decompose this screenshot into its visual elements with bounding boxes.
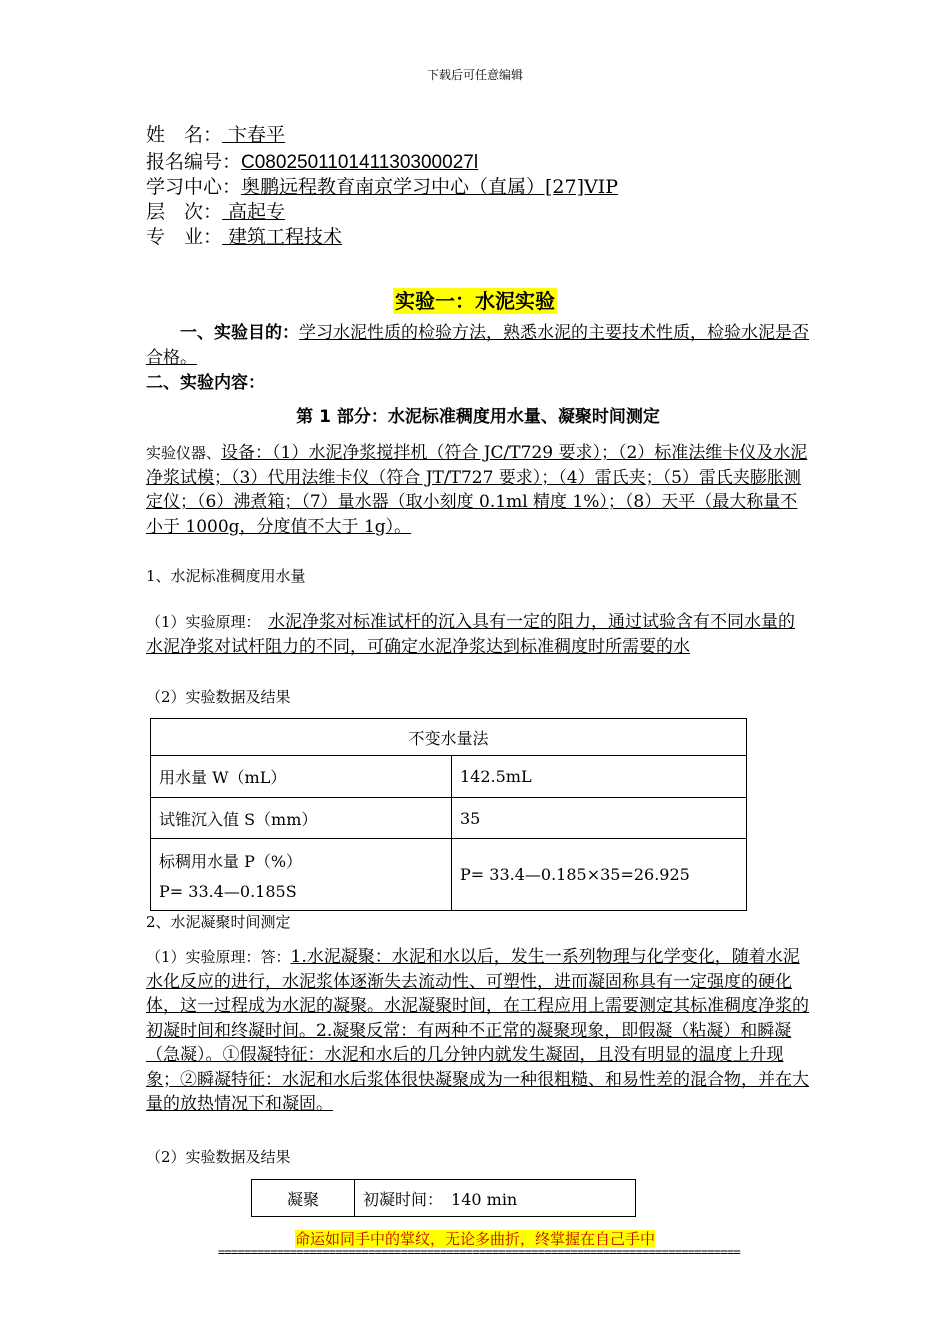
instruments-label: 实验仪器、 [146,444,222,462]
cone-row-value: 35 [452,798,747,839]
setting-label: 凝聚 [252,1180,355,1217]
setting-initial-cell [355,1180,636,1217]
section1-heading: 1、水泥标准稠度用水量 [146,567,306,585]
regno-value: C080250110141130300027l [241,152,479,173]
initial-time-label: 初凝时间： [363,1189,452,1209]
name-label: 姓 名： [146,124,223,146]
major-label: 专 业： [146,226,223,248]
consistency-row-value: P= 33.4—0.185×35=26.925 [452,839,747,911]
water-table-header: 不变水量法 [151,719,747,756]
section1-principle-label: （1）实验原理： [146,613,269,631]
name-value: 卞春平 [222,124,286,146]
major-value: 建筑工程技术 [222,226,343,248]
consistency-label-line2: P= 33.4—0.185S [159,881,297,901]
section1-data-label: （2）实验数据及结果 [146,688,291,706]
part1-heading: 第 1 部分：水泥标准稠度用水量、凝聚时间测定 [296,407,660,427]
center-value: 奥鹏远程教育南京学习中心（直属）[27]VIP [241,176,619,198]
section1-principle [146,610,810,659]
section2-data-label: （2）实验数据及结果 [146,1148,291,1166]
setting-table [251,1179,636,1217]
instruments-text: 设备：（1）水泥净浆搅拌机（符合 JC/T729 要求）；（2）标准法维卡仪及水泥净浆试模；（3）代用法维卡仪（符合 JT/T727 要求）；（4）雷氏夹；（5）雷氏夹膨胀测定仪；（6）沸煮箱；（7）量水器（取小刻度 0.1ml 精度 1%）；（8）天平（最大称量不小于 1000g，分度值不大于 1g）。 [146,443,808,537]
initial-time-value: 140 min [451,1189,518,1209]
instruments-paragraph [146,441,810,539]
info-level [146,200,285,224]
footer-quote-text: 命运如同手中的掌纹，无论多曲折，终掌握在自己手中 [294,1230,655,1248]
header-note: 下载后可任意编辑 [426,68,523,82]
level-label: 层 次： [146,201,223,223]
water-table [150,718,747,911]
consistency-label-line1: 标稠用水量 P（%） [159,851,303,871]
section2-principle-text: 1.水泥凝聚：水泥和水以后，发生一系列物理与化学变化，随着水泥水化反应的进行，水泥浆体逐渐失去流动性、可塑性，进而凝固称具有一定强度的硬化体，这一过程成为水泥的凝聚。水泥凝聚时间，在工程应用上需要测定其标准稠度净浆的初凝时间和终凝时间。2.凝聚反常：有两种不正常的凝聚现象，即假凝（粘凝）和瞬凝（急凝）。①假凝特征：水泥和水后的几分钟内就发生凝固，且没有明显的温度上升现象；②瞬凝特征：水泥和水后浆体很快凝聚成为一种很粗糙、和易性差的混合物，并在大量的放热情况下和凝固。 [146,947,809,1114]
level-value: 高起专 [222,201,286,223]
section1-principle-text: 水泥净浆对标准试杆的沉入具有一定的阻力，通过试验含有不同水量的水泥净浆对试杆阻力的不同，可确定水泥净浆达到标准稠度时所需要的水 [146,612,796,657]
consistency-row-label [151,839,452,911]
info-regno [146,150,478,175]
info-center [146,175,618,199]
regno-label: 报名编号： [146,151,242,173]
section2-heading: 2、水泥凝聚时间测定 [146,913,291,931]
cone-row-label: 试锥沉入值 S（mm） [151,798,452,839]
purpose-text: 学习水泥性质的检验方法，熟悉水泥的主要技术性质，检验水泥是否合格。 [146,323,809,368]
purpose-paragraph [146,321,810,370]
purpose-label: 一、实验目的： [180,323,299,343]
section2-principle-label: （1）实验原理：答： [146,948,291,966]
page-title [0,285,950,314]
water-row-label: 用水量 W（mL） [151,756,452,798]
info-major [146,225,342,249]
info-name [146,123,285,147]
center-label: 学习中心： [146,176,242,198]
page-title-text: 实验一：水泥实验 [395,289,555,313]
water-row-value: 142.5mL [452,756,747,798]
content-heading: 二、实验内容： [146,373,265,393]
section2-principle [146,945,810,1117]
footer-divider: ================================================================================ [218,1245,740,1259]
